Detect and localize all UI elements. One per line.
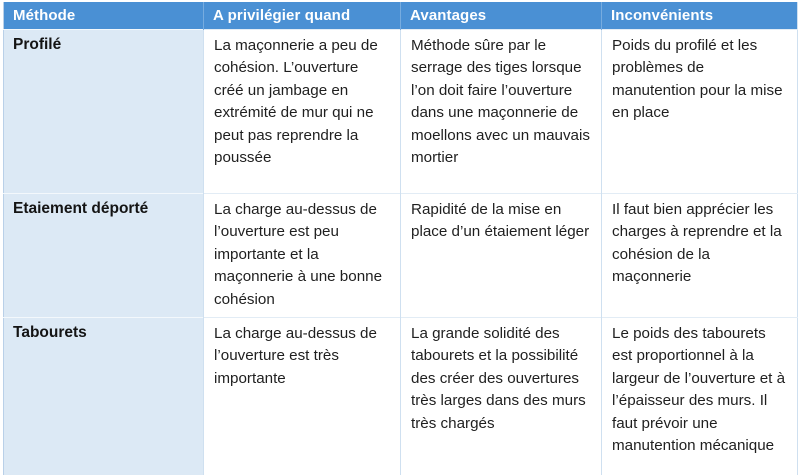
column-header-avantages: Avantages — [401, 2, 602, 30]
advantages-cell: La grande solidité des tabourets et la possibilité des créer des ouvertures très larges dans des murs très chargés — [401, 318, 602, 475]
column-header-inconvenients: Inconvénients — [602, 2, 798, 30]
when-cell: La maçonnerie a peu de cohésion. L’ouverture créé un jambage en extrémité de mur qui ne peut pas reprendre la poussée — [204, 30, 401, 194]
method-comparison-table — [3, 2, 798, 475]
drawbacks-cell: Il faut bien apprécier les charges à reprendre et la cohésion de la maçonnerie — [602, 194, 798, 318]
header-row — [4, 2, 798, 30]
when-cell: La charge au-dessus de l’ouverture est très importante — [204, 318, 401, 475]
method-cell: Tabourets — [4, 318, 204, 475]
table-row-profile — [4, 30, 798, 194]
column-header-methode: Méthode — [4, 2, 204, 30]
column-header-a-privilegier: A privilégier quand — [204, 2, 401, 30]
method-cell: Etaiement déporté — [4, 194, 204, 318]
when-cell: La charge au-dessus de l’ouverture est peu importante et la maçonnerie à une bonne cohésion — [204, 194, 401, 318]
drawbacks-cell: Le poids des tabourets est proportionnel à la largeur de l’ouverture et à l’épaisseur des murs. Il faut prévoir une manutention mécanique — [602, 318, 798, 475]
advantages-cell: Méthode sûre par le serrage des tiges lorsque l’on doit faire l’ouverture dans une maçonnerie de moellons avec un mauvais mortier — [401, 30, 602, 194]
table-row-etaiement-deporte — [4, 194, 798, 318]
method-cell: Profilé — [4, 30, 204, 194]
table-row-tabourets — [4, 318, 798, 475]
advantages-cell: Rapidité de la mise en place d’un étaiement léger — [401, 194, 602, 318]
drawbacks-cell: Poids du profilé et les problèmes de manutention pour la mise en place — [602, 30, 798, 194]
